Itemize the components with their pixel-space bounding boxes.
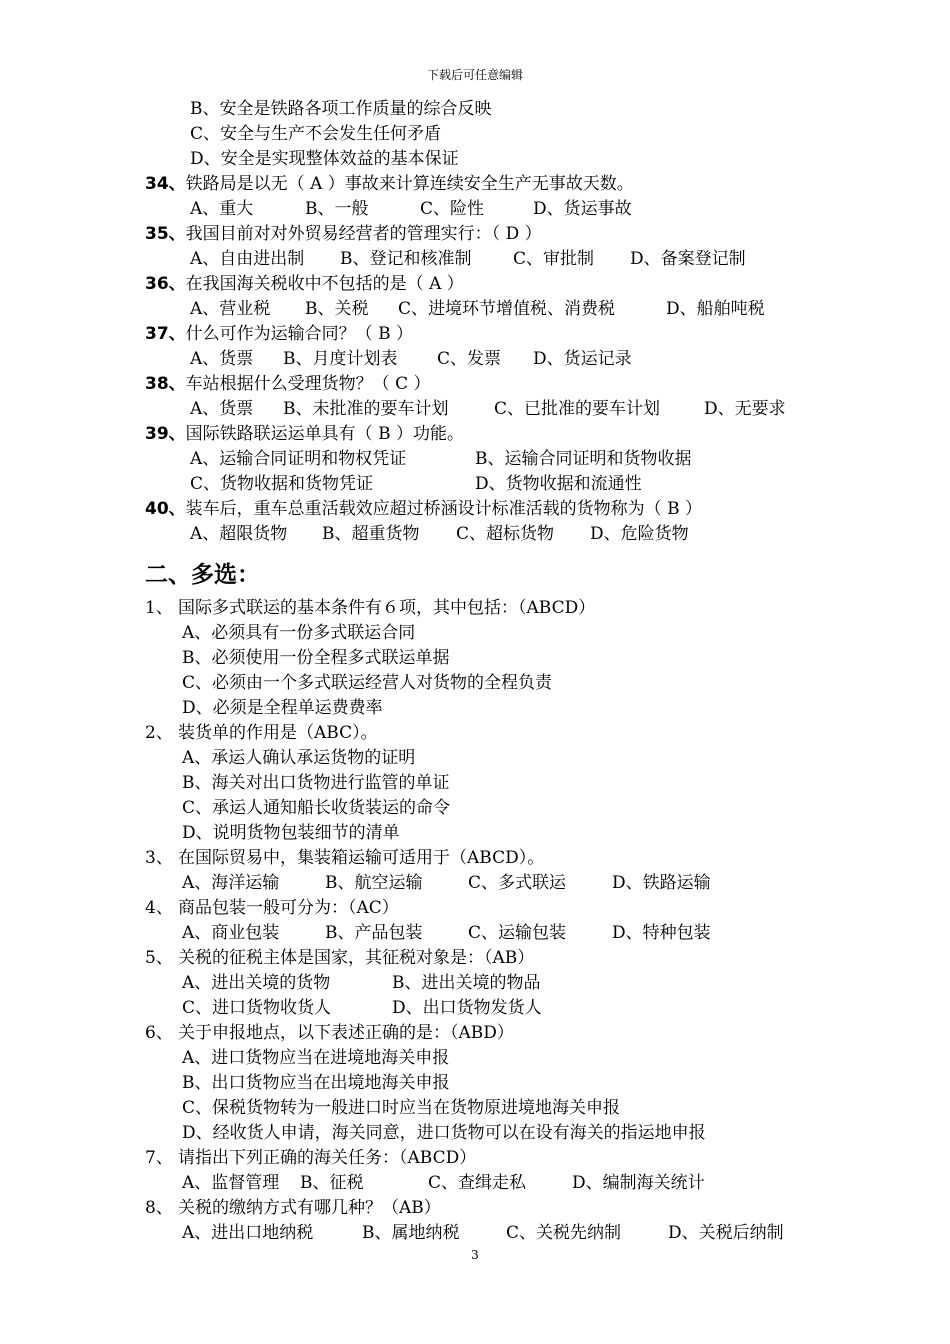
option-item: B、未批准的要车计划: [283, 399, 449, 419]
question-number: 8、: [145, 1198, 173, 1218]
option-item: A、承运人确认承运货物的证明: [182, 748, 416, 768]
question-line: [145, 172, 634, 196]
page-number: 3: [471, 1248, 479, 1262]
option-item: B、征税: [300, 1173, 364, 1193]
option-item: C、必须由一个多式联运经营人对货物的全程负责: [182, 673, 553, 693]
option-item: A、商业包装: [182, 923, 280, 943]
option-item: A、必须具有一份多式联运合同: [182, 623, 416, 643]
option-item: D、特种包装: [612, 923, 711, 943]
question-line: [145, 422, 464, 446]
option-item: D、说明货物包装细节的清单: [182, 823, 400, 843]
option-item: D、经收货人申请，海关同意，进口货物可以在设有海关的指运地申报: [182, 1123, 706, 1143]
question-text: 我国目前对对外贸易经营者的管理实行：（ D ）: [185, 224, 542, 244]
option-item: C、关税先纳制: [506, 1223, 622, 1243]
page-header: 下载后可任意编辑: [426, 68, 523, 82]
question-text: 关税的缴纳方式有哪几种？（AB）: [178, 1198, 441, 1218]
question-line: [145, 721, 378, 745]
question-number: 39、: [145, 424, 186, 444]
option-item: D、必须是全程单运费费率: [182, 698, 383, 718]
option-item: D、无要求: [704, 399, 786, 419]
question-line: [145, 272, 464, 296]
question-line: [145, 222, 542, 246]
option-item: D、船舶吨税: [666, 299, 765, 319]
option-item: B、海关对出口货物进行监管的单证: [182, 773, 450, 793]
option-item: B、运输合同证明和货物收据: [475, 449, 692, 469]
option-item: C、承运人通知船长收货装运的命令: [182, 798, 451, 818]
option-item: A、超限货物: [190, 524, 288, 544]
option-item: B、一般: [305, 199, 369, 219]
option-item: A、营业税: [190, 299, 271, 319]
option-item: D、危险货物: [590, 524, 689, 544]
question-number: 36、: [145, 274, 186, 294]
option-item: C、运输包装: [468, 923, 567, 943]
question-number: 38、: [145, 374, 186, 394]
option-item: C、已批准的要车计划: [494, 399, 661, 419]
question-number: 40、: [145, 499, 186, 519]
question-text: 装车后，重车总重活载效应超过桥涵设计标准活载的货物称为（ B ）: [185, 499, 702, 519]
option-item: B、登记和核准制: [340, 249, 472, 269]
option-item: A、自由进出制: [190, 249, 305, 269]
option-item: D、货运事故: [533, 199, 632, 219]
question-line: [145, 1021, 514, 1045]
question-text: 关于申报地点，以下表述正确的是：（ABD）: [178, 1023, 514, 1043]
option-item: A、货票: [190, 399, 254, 419]
option-item: B、月度计划表: [283, 349, 398, 369]
question-number: 1、: [145, 598, 173, 618]
question-number: 5、: [145, 948, 173, 968]
question-text: 关税的征税主体是国家，其征税对象是：（AB）: [178, 948, 535, 968]
question-number: 2、: [145, 723, 173, 743]
option-item: B、必须使用一份全程多式联运单据: [182, 648, 450, 668]
question-line: [145, 322, 413, 346]
option-item: A、货票: [190, 349, 254, 369]
option-line: C、安全与生产不会发生任何矛盾: [190, 124, 442, 144]
section-title: 二、多选：: [145, 562, 260, 588]
question-line: [145, 896, 399, 920]
option-item: D、货运记录: [533, 349, 632, 369]
option-item: C、进口货物收货人: [182, 998, 332, 1018]
question-text: 国际多式联运的基本条件有６项，其中包括：（ABCD）: [178, 598, 596, 618]
question-line: [145, 946, 534, 970]
question-number: 6、: [145, 1023, 173, 1043]
option-item: C、保税货物转为一般进口时应当在货物原进境地海关申报: [182, 1098, 621, 1118]
option-item: D、铁路运输: [612, 873, 711, 893]
option-item: B、航空运输: [325, 873, 423, 893]
option-item: C、超标货物: [456, 524, 555, 544]
option-item: D、编制海关统计: [572, 1173, 705, 1193]
option-item: B、超重货物: [322, 524, 420, 544]
option-item: D、出口货物发货人: [392, 998, 542, 1018]
option-item: D、货物收据和流通性: [475, 474, 642, 494]
option-item: B、出口货物应当在出境地海关申报: [182, 1073, 450, 1093]
question-text: 请指出下列正确的海关任务：（ABCD）: [178, 1148, 477, 1168]
question-number: 37、: [145, 324, 186, 344]
question-line: [145, 1196, 441, 1220]
option-item: A、监督管理: [182, 1173, 280, 1193]
option-item: B、属地纳税: [362, 1223, 460, 1243]
option-item: C、查缉走私: [428, 1173, 527, 1193]
question-text: 铁路局是以无（ A ）事故来计算连续安全生产无事故天数。: [185, 174, 634, 194]
question-number: 7、: [145, 1148, 173, 1168]
option-item: A、海洋运输: [182, 873, 280, 893]
option-item: C、审批制: [513, 249, 595, 269]
option-item: A、进口货物应当在进境地海关申报: [182, 1048, 450, 1068]
option-item: C、发票: [437, 349, 502, 369]
option-item: B、关税: [305, 299, 369, 319]
question-number: 3、: [145, 848, 173, 868]
question-text: 在我国海关税收中不包括的是（ A ）: [185, 274, 464, 294]
option-item: B、产品包装: [325, 923, 423, 943]
question-line: [145, 596, 595, 620]
option-item: A、运输合同证明和物权凭证: [190, 449, 407, 469]
option-item: C、多式联运: [468, 873, 567, 893]
question-line: [145, 1146, 476, 1170]
question-text: 什么可作为运输合同？（ B ）: [185, 324, 413, 344]
option-item: A、进出关境的货物: [182, 973, 331, 993]
question-line: [145, 372, 431, 396]
option-item: C、进境环节增值税、消费税: [398, 299, 616, 319]
option-item: D、备案登记制: [630, 249, 746, 269]
option-item: D、关税后纳制: [668, 1223, 784, 1243]
option-item: B、进出关境的物品: [392, 973, 541, 993]
option-item: C、货物收据和货物凭证: [190, 474, 374, 494]
question-text: 装货单的作用是（ABC）。: [178, 723, 378, 743]
question-number: 4、: [145, 898, 173, 918]
question-text: 在国际贸易中，集装箱运输可适用于（ABCD）。: [178, 848, 545, 868]
question-number: 35、: [145, 224, 186, 244]
option-item: C、险性: [420, 199, 485, 219]
question-text: 国际铁路联运运单具有（ B ）功能。: [185, 424, 464, 444]
option-line: D、安全是实现整体效益的基本保证: [190, 149, 459, 169]
question-text: 车站根据什么受理货物？（ C ）: [185, 374, 431, 394]
question-number: 34、: [145, 174, 186, 194]
option-line: B、安全是铁路各项工作质量的综合反映: [190, 99, 492, 119]
option-item: A、进出口地纳税: [182, 1223, 314, 1243]
question-text: 商品包装一般可分为：（AC）: [178, 898, 399, 918]
question-line: [145, 846, 544, 870]
option-item: A、重大: [190, 199, 254, 219]
question-line: [145, 497, 702, 521]
